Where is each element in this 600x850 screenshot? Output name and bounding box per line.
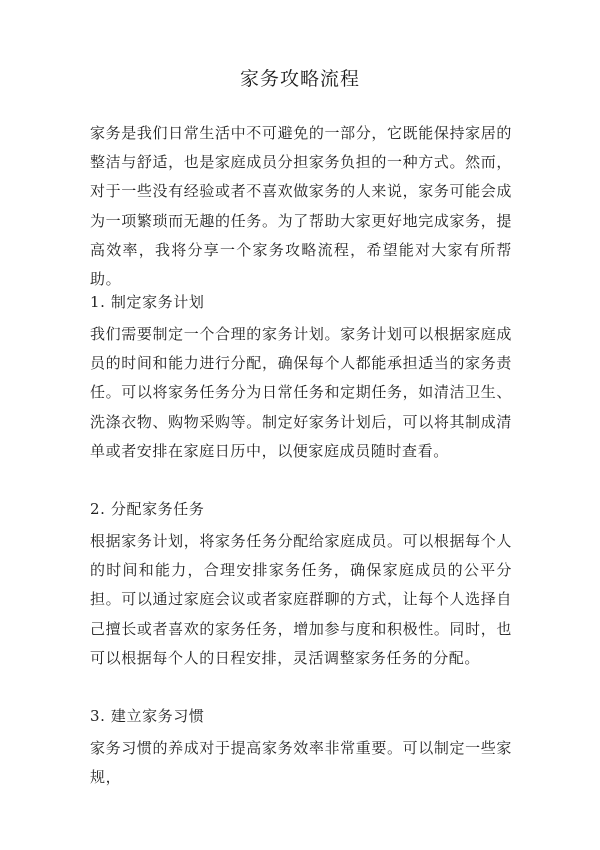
section-paragraph: 根据家务计划，将家务任务分配给家庭成员。可以根据每个人的时间和能力，合理安排家务任务，确保家庭成员的公平分担。可以通过家庭会议或者家庭群聊的方式，让每个人选择自己擅长或者喜欢的家务任务，增加参与度和积极性。同时，也可以根据每个人的日程安排，灵活调整家务任务的分配。	[90, 532, 512, 667]
section-heading: 2. 分配家务任务	[90, 500, 205, 518]
section-paragraph: 家务习惯的养成对于提高家务效率非常重要。可以制定一些家规，	[90, 739, 512, 787]
section-heading: 1. 制定家务计划	[90, 293, 205, 311]
section-heading: 3. 建立家务习惯	[90, 707, 205, 725]
section-paragraph: 我们需要制定一个合理的家务计划。家务计划可以根据家庭成员的时间和能力进行分配，确保每个人都能承担适当的家务责任。可以将家务任务分为日常任务和定期任务，如清洁卫生、洗涤衣物、购物采购等。制定好家务计划后，可以将其制成清单或者安排在家庭日历中，以便家庭成员随时查看。	[90, 325, 512, 460]
intro-paragraph: 家务是我们日常生活中不可避免的一部分，它既能保持家居的整洁与舒适，也是家庭成员分担家务负担的一种方式。然而，对于一些没有经验或者不喜欢做家务的人来说，家务可能会成为一项繁琐而无趣的任务。为了帮助大家更好地完成家务，提高效率，我将分享一个家务攻略流程，希望能对大家有所帮助。	[90, 124, 512, 289]
document-title: 家务攻略流程	[239, 68, 360, 90]
